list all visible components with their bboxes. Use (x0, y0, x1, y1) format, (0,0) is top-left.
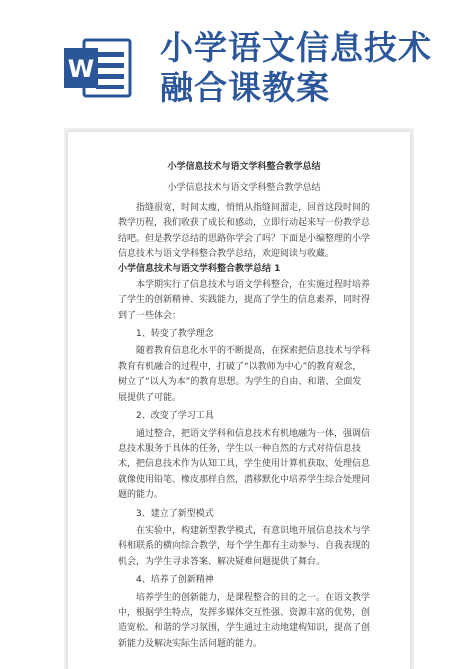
point-heading: 2、改变了学习工具 (136, 411, 214, 422)
point-heading: 1、转变了教学理念 (136, 329, 214, 340)
microsoft-word-icon (62, 36, 134, 100)
point-body: 通过整合，把语文学科和信息技术有机地融为一体，强调信息技术服务于具体的任务，学生以一种自然的方式对待信息技术，把信息技术作为认知工具，学生使用计算机获取、处理信息就像使用铅笔、橡皮那样自然，潜移默化中培养学生综合处理问题的能力。 (118, 428, 371, 501)
section-intro: 本学期实行了信息技术与语文学科整合，在实施过程时培养了学生的创新精神、实践能力，提高了学生的信息素养，同时得到了一些体会： (118, 279, 371, 321)
point-heading: 3、建立了新型模式 (136, 508, 214, 519)
document-body (118, 160, 370, 655)
svg-text:W: W (67, 55, 95, 83)
document-subtitle: 小学信息技术与语文学科整合教学总结 (167, 183, 321, 194)
document-title: 小学信息技术与语文学科整合教学总结 (167, 162, 321, 172)
point-body: 随着教育信息化水平的不断提高，在探索把信息技术与学科教育有机融合的过程中，打破了“以教师为中心”的教育观念，树立了“以人为本”的教育思想。为学生的自由、和谐、全面发展提供了可能。 (118, 346, 371, 403)
header-banner (0, 0, 474, 128)
section-heading: 小学信息技术与语文学科整合教学总结 1 (118, 264, 281, 275)
point-heading: 4、培养了创新精神 (136, 575, 214, 586)
intro-paragraph: 指缝很宽，时间太瘦，悄悄从指缝间溜走，回首这段时间的教学历程，我们收获了成长和感动，立即行动起来写一份教学总结吧。但是教学总结的思路你学会了吗？下面是小编整理的小学信息技术与语文学科整合教学总结，欢迎阅读与收藏。 (118, 202, 371, 260)
page-title: 小学语文信息技术融合课教案 (160, 28, 432, 107)
point-body: 在实验中，构建新型教学模式，有意识地开展信息技术与学科相联系的横向综合教学，每个学生都有主动参与、自我表现的机会，为学生寻求答案、解决疑难问题提供了舞台。 (118, 525, 371, 567)
point-body: 培养学生的创新能力，是课程整合的目的之一。在语文教学中，根据学生特点，发挥多媒体交互性强、资源丰富的优势，创造宽松、和谐的学习氛围，学生通过主动地建构知识，提高了创新能力及解决实际生活问题的能力。 (118, 592, 371, 649)
